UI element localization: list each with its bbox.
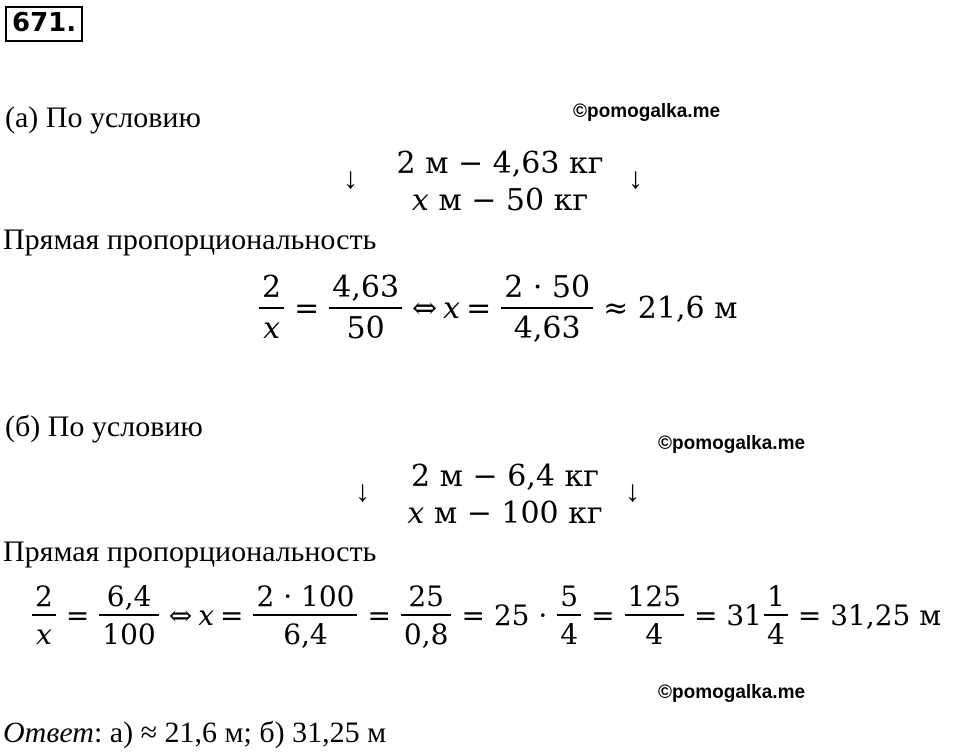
part-b-scheme-row1: 2 м − 6,4 кг: [411, 459, 599, 494]
answer-line: [3, 718, 386, 748]
frac: $\frac{2 \cdot 100}{6,4}$: [253, 582, 357, 650]
part-b-relation: Прямая пропорциональность: [3, 535, 377, 568]
frac: $\frac{6,4}{100}$: [99, 582, 158, 650]
part-b-equation: $\frac{2}{x}$ = $\frac{6,4}{100}$ ⇔ x = $\frac{2 \cdot 100}{6,4}$ = $\frac{25}{0,8}$ = 25 · $\frac{5}{4}$ = $\frac{125}{4}$ = 31 $\frac{1}{4}$ = 31,25 м: [28, 582, 947, 650]
part-a-arrow-right: ↓: [628, 162, 643, 195]
watermark-1: ©pomogalka.me: [573, 101, 721, 122]
watermark-2: ©pomogalka.me: [658, 433, 806, 454]
problem-number: 671.: [5, 6, 83, 42]
part-a-equation: $\frac{2}{x}$ = $\frac{4,63}{50}$ ⇔ x = $\frac{2 \cdot 50}{4,63}$ ≈ 21,6 м: [255, 272, 743, 344]
part-b-heading: (б) По условию: [5, 410, 203, 443]
frac: $\frac{25}{0,8}$: [401, 582, 452, 650]
part-b-arrow-left: ↓: [355, 475, 370, 508]
frac: $\frac{1}{4}$: [764, 582, 788, 650]
part-a-scheme-row1: 2 м − 4,63 кг: [396, 146, 604, 181]
part-a-scheme: [380, 145, 620, 219]
frac: $\frac{2}{x}$: [32, 582, 56, 650]
frac: $\frac{5}{4}$: [557, 582, 581, 650]
frac: $\frac{2 \cdot 50}{4,63}$: [501, 272, 593, 344]
answer-text: : а) ≈ 21,6 м; б) 31,25 м: [93, 716, 387, 749]
frac: $\frac{125}{4}$: [625, 582, 684, 650]
answer-label: Ответ: [3, 716, 94, 749]
frac: $\frac{2}{x}$: [259, 272, 284, 344]
part-a-heading: (а) По условию: [5, 101, 201, 134]
watermark-3: ©pomogalka.me: [658, 682, 806, 703]
part-a-arrow-left: ↓: [343, 162, 358, 195]
frac: $\frac{4,63}{50}$: [329, 272, 402, 344]
part-a-scheme-row2: x м − 50 кг: [411, 183, 589, 218]
part-b-scheme-row2: x м − 100 кг: [407, 496, 603, 531]
part-a-relation: Прямая пропорциональность: [3, 223, 377, 256]
part-b-arrow-right: ↓: [625, 475, 640, 508]
part-b-scheme: [390, 458, 620, 532]
